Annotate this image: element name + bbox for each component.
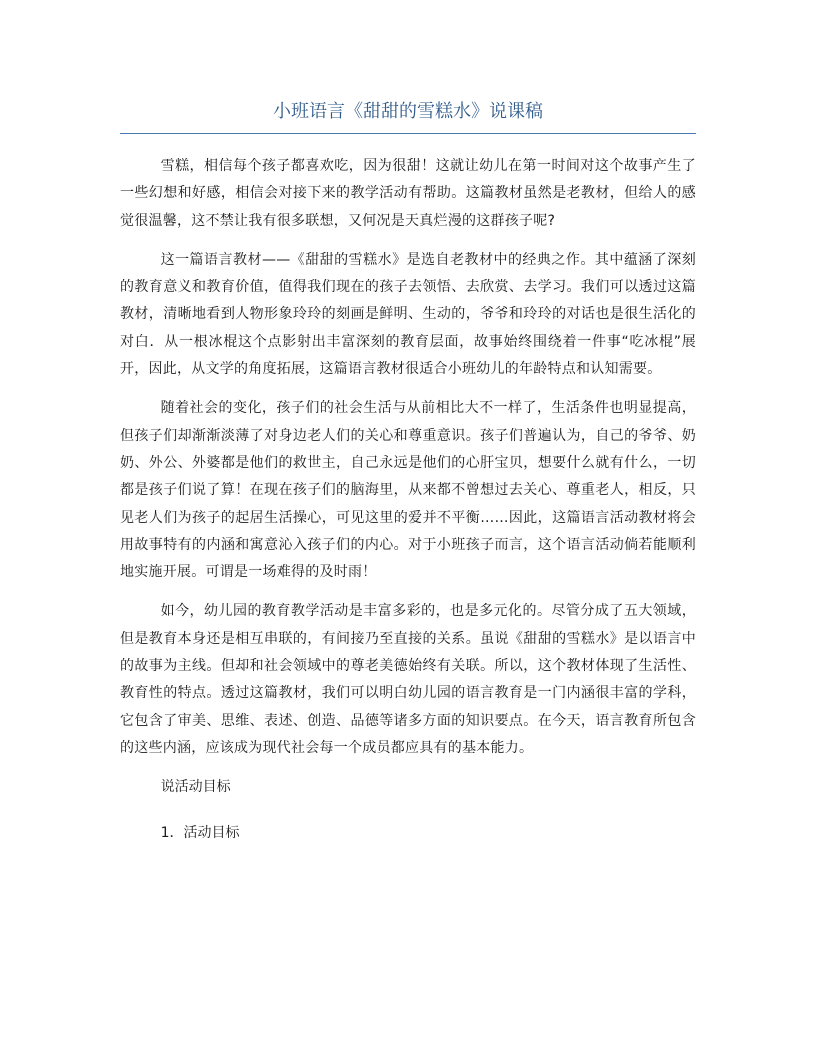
document-body bbox=[120, 153, 696, 866]
document-title: 小班语言《甜甜的雪糕水》说课稿 bbox=[273, 101, 543, 122]
section-heading: 说活动目标 bbox=[160, 779, 231, 796]
paragraph-2: 这一篇语言教材——《甜甜的雪糕水》是选自老教材中的经典之作。其中蕴涵了深刻的教育意义和教育价值，值得我们现在的孩子去领悟、去欣赏、去学习。我们可以透过这篇教材，清晰地看到人物形象玲玲的刻画是鲜明、生动的，爷爷和玲玲的对话也是很生活化的对白．从一根冰棍这个点影射出丰富深刻的教育层面，故事始终围绕着一件事“吃冰棍”展开，因此，从文学的角度拓展，这篇语言教材很适合小班幼儿的年龄特点和认知需要。 bbox=[120, 251, 696, 378]
sub-heading: 1．活动目标 bbox=[160, 825, 240, 842]
paragraph-1: 雪糕，相信每个孩子都喜欢吃，因为很甜！这就让幼儿在第一时间对这个故事产生了一些幻想和好感，相信会对接下来的教学活动有帮助。这篇教材虽然是老教材，但给人的感觉很温馨，这不禁让我有很多联想，又何况是天真烂漫的这群孩子呢? bbox=[120, 158, 696, 229]
title-underline bbox=[120, 133, 696, 134]
paragraph-3: 随着社会的变化，孩子们的社会生活与从前相比大不一样了，生活条件也明显提高，但孩子们却渐渐淡薄了对身边老人们的关心和尊重意识。孩子们普遍认为，自己的爷爷、奶奶、外公、外婆都是他们的救世主，自己永远是他们的心肝宝贝，想要什么就有什么，一切都是孩子们说了算！在现在孩子们的脑海里，从来都不曾想过去关心、尊重老人，相反，只见老人们为孩子的起居生活操心，可见这里的爱并不平衡……因此，这篇语言活动教材将会用故事特有的内涵和寓意沁入孩子们的内心。对于小班孩子而言，这个语言活动倘若能顺利地实施开展。可谓是一场难得的及时雨！ bbox=[120, 400, 696, 581]
paragraph-4: 如今，幼儿园的教育教学活动是丰富多彩的，也是多元化的。尽管分成了五大领域，但是教育本身还是相互串联的，有间接乃至直接的关系。虽说《甜甜的雪糕水》是以语言中的故事为主线。但却和社会领域中的尊老美德始终有关联。所以，这个教材体现了生活性、教育性的特点。透过这篇教材，我们可以明白幼儿园的语言教育是一门内涵很丰富的学科，它包含了审美、思维、表述、创造、品德等诸多方面的知识要点。在今天，语言教育所包含的这些内涵，应该成为现代社会每一个成员都应具有的基本能力。 bbox=[120, 603, 696, 756]
